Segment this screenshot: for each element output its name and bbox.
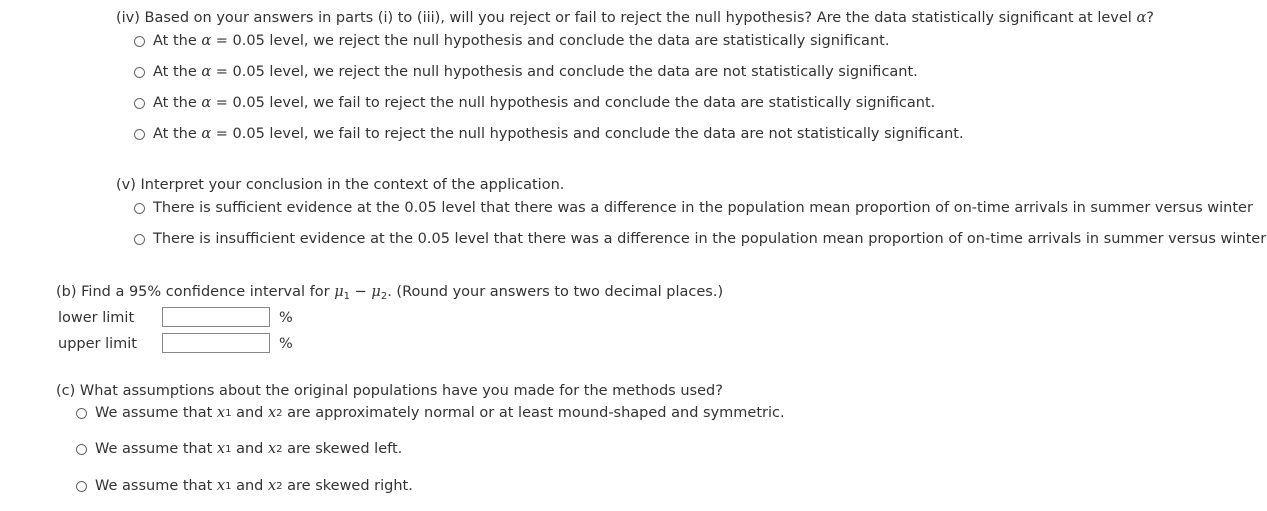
radio-button[interactable] (134, 203, 145, 214)
radio-button[interactable] (134, 67, 145, 78)
lower-limit-label: lower limit (58, 310, 135, 326)
part-c-question: (c) What assumptions about the original populations have you made for the methods used? (56, 383, 723, 399)
part-iv-option-2[interactable]: At the α = 0.05 level, we reject the null hypothesis and conclude the data are not statistically significant. (134, 64, 918, 80)
upper-limit-unit: % (279, 336, 293, 352)
part-iv-question: (iv) Based on your answers in parts (i) to (iii), will you reject or fail to reject the null hypothesis? Are the data statistically significant at level α? (116, 10, 1154, 26)
part-c-option-2[interactable]: We assume that x 1 and x 2 are skewed left. (76, 441, 402, 457)
part-v-option-1[interactable]: There is sufficient evidence at the 0.05 level that there was a difference in the population mean proportion of on-time arrivals in summer versus winter (134, 200, 1253, 216)
part-iv-option-1[interactable]: At the α = 0.05 level, we reject the null hypothesis and conclude the data are statistically significant. (134, 33, 889, 49)
radio-button[interactable] (76, 408, 87, 419)
part-c-option-1[interactable]: We assume that x 1 and x 2 are approximately normal or at least mound-shaped and symmetric. (76, 405, 785, 421)
part-c-option-3[interactable]: We assume that x 1 and x 2 are skewed right. (76, 478, 413, 494)
radio-button[interactable] (76, 481, 87, 492)
radio-button[interactable] (134, 234, 145, 245)
part-v-question: (v) Interpret your conclusion in the context of the application. (116, 177, 565, 193)
radio-button[interactable] (134, 98, 145, 109)
part-iv-option-3[interactable]: At the α = 0.05 level, we fail to reject the null hypothesis and conclude the data are statistically significant. (134, 95, 935, 111)
lower-limit-unit: % (279, 310, 293, 326)
part-b-question: (b) Find a 95% confidence interval for $\mu_1 - \mu_2$. (Round your answers to two decimal places.) (56, 284, 724, 302)
radio-button[interactable] (76, 444, 87, 455)
radio-button[interactable] (134, 36, 145, 47)
part-v-option-2[interactable]: There is insufficient evidence at the 0.05 level that there was a difference in the population mean proportion of on-time arrivals in summer versus winter (134, 231, 1266, 247)
lower-limit-input[interactable] (162, 307, 270, 327)
upper-limit-input[interactable] (162, 333, 270, 353)
radio-button[interactable] (134, 129, 145, 140)
part-iv-option-4[interactable]: At the α = 0.05 level, we fail to reject the null hypothesis and conclude the data are not statistically significant. (134, 126, 964, 142)
upper-limit-label: upper limit (58, 336, 137, 352)
